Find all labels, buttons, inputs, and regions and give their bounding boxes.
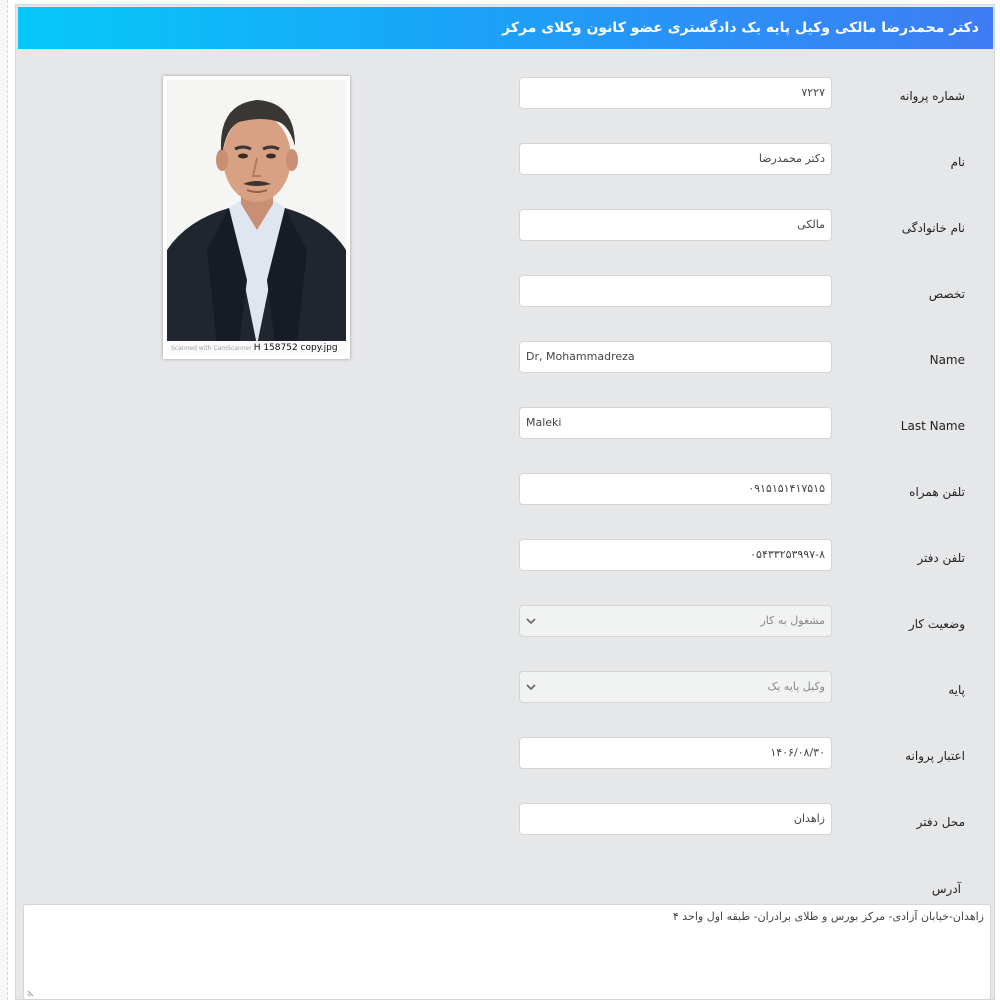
work-status-value: مشغول به کار bbox=[760, 614, 825, 627]
last-name-en-field[interactable]: Maleki bbox=[519, 407, 832, 439]
office-phone-field[interactable]: ۰۵۴۳۳۲۵۳۹۹۷-۸ bbox=[519, 539, 832, 571]
license-number-field[interactable]: ۷۲۲۷ bbox=[519, 77, 832, 109]
license-validity-label: اعتبار پروانه bbox=[905, 749, 965, 763]
profile-header bbox=[18, 7, 993, 49]
profile-title: دکتر محمدرضا مالکی وکیل پایه یک دادگستری عضو کانون وکلای مرکز bbox=[502, 20, 979, 36]
work-status-select[interactable] bbox=[519, 605, 832, 637]
address-label: آدرس bbox=[931, 882, 961, 896]
first-name-label: نام bbox=[950, 155, 965, 169]
address-textarea[interactable] bbox=[23, 904, 991, 1000]
office-phone-label: تلفن دفتر bbox=[917, 551, 965, 565]
last-name-label: نام خانوادگی bbox=[901, 221, 965, 235]
specialty-label: تخصص bbox=[928, 287, 965, 301]
grade-value: وکیل پایه یک bbox=[767, 680, 825, 693]
license-number-label: شماره پروانه bbox=[899, 89, 965, 103]
lawyer-photo bbox=[163, 76, 350, 359]
scanner-watermark: Scanned with CamScanner bbox=[171, 345, 252, 352]
mobile-label: تلفن همراه bbox=[909, 485, 965, 499]
office-location-field[interactable]: زاهدان bbox=[519, 803, 832, 835]
office-location-label: محل دفتر bbox=[916, 815, 965, 829]
photo-filename: H 158752 copy.jpg bbox=[253, 343, 338, 353]
resize-grip-icon[interactable] bbox=[27, 989, 35, 997]
work-status-label: وضعیت کار bbox=[908, 617, 965, 631]
name-en-field[interactable]: Dr, Mohammadreza bbox=[519, 341, 832, 373]
specialty-field[interactable] bbox=[519, 275, 832, 307]
left-scroll-edge bbox=[0, 0, 8, 1000]
first-name-field[interactable]: دکتر محمدرضا bbox=[519, 143, 832, 175]
lawyer-profile-panel bbox=[15, 4, 995, 1000]
license-validity-field[interactable]: ۱۴۰۶/۰۸/۳۰ bbox=[519, 737, 832, 769]
name-en-label: Name bbox=[929, 353, 965, 367]
grade-select[interactable] bbox=[519, 671, 832, 703]
last-name-en-label: Last Name bbox=[900, 419, 965, 433]
portrait-image bbox=[167, 80, 346, 345]
last-name-field[interactable]: مالکی bbox=[519, 209, 832, 241]
chevron-down-icon bbox=[526, 683, 536, 691]
mobile-field[interactable]: ۰۹۱۵۱۵۱۴۱۷۵۱۵ bbox=[519, 473, 832, 505]
grade-label: پایه bbox=[948, 683, 965, 697]
address-value: زاهدان-خیابان آزادی- مرکز بورس و طلای برادران- طبقه اول واحد ۴ bbox=[672, 910, 984, 923]
photo-caption bbox=[167, 341, 346, 355]
chevron-down-icon bbox=[526, 617, 536, 625]
